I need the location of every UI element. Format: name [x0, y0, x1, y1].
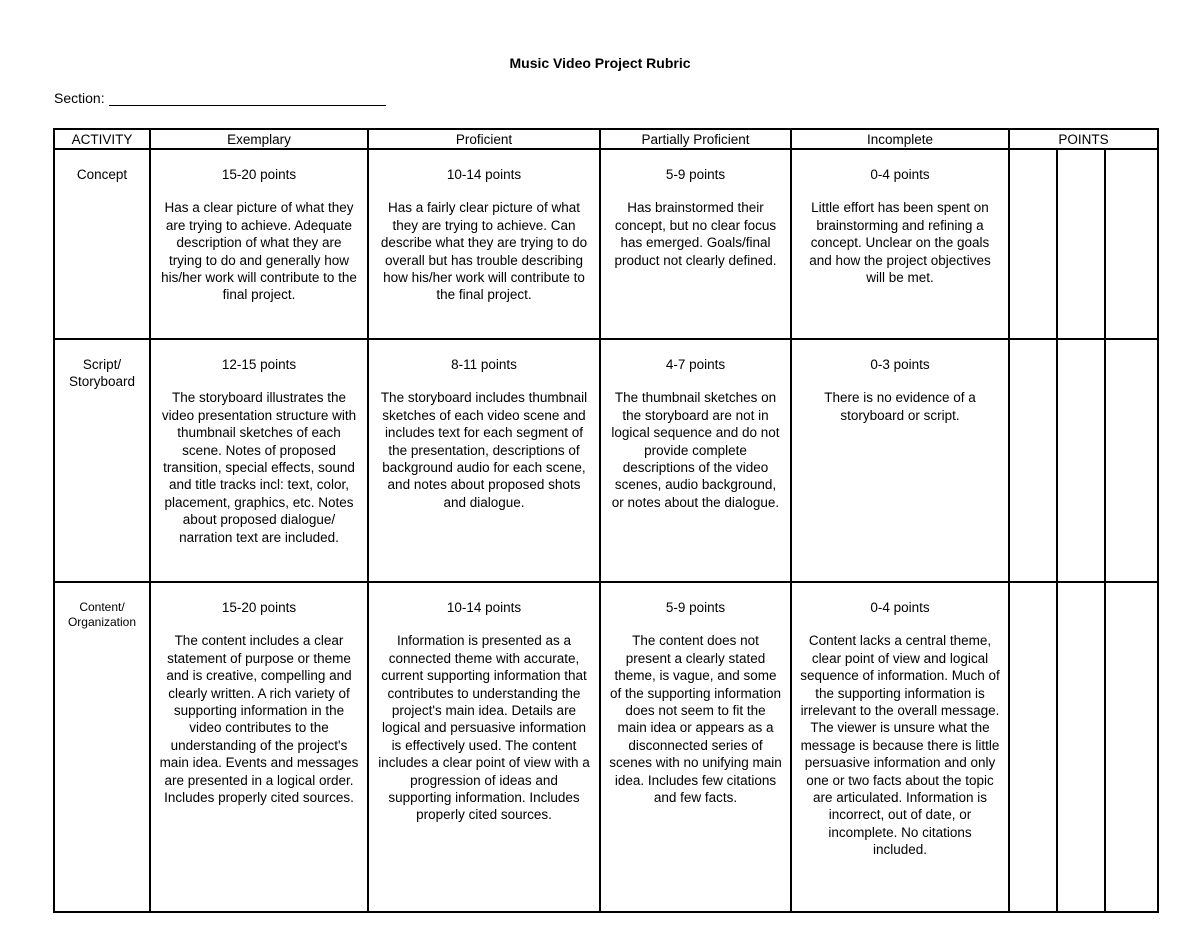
proficient-cell	[368, 149, 600, 339]
exemplary-cell	[150, 149, 368, 339]
criteria-text: The storyboard includes thumbnail sketches of each video scene and includes text for each segment of the presentation, descriptions of background audio for each scene, and notes about proposed shots and dialogue.	[380, 390, 588, 510]
criteria-text: The thumbnail sketches on the storyboard are not in logical sequence and do not provide complete descriptions of the video scenes, audio background, or notes about the dialogue.	[611, 390, 780, 510]
points-entry-cell[interactable]	[1009, 582, 1057, 912]
section-label: Section:	[54, 90, 105, 106]
points-range: 15-20 points	[221, 600, 297, 615]
incomplete-cell	[791, 339, 1009, 582]
points-range: 5-9 points	[665, 167, 726, 182]
incomplete-cell	[791, 149, 1009, 339]
partially-proficient-cell	[600, 582, 791, 912]
header-proficient: Proficient	[368, 129, 600, 149]
criteria-text: The content includes a clear statement of purpose or theme and is creative, compelling and clearly written. A rich variety of supporting information in the video contributes to the understanding of the project's main idea. Events and messages are presented in a logical order. Includes properly cited sources.	[159, 633, 359, 806]
rubric-row-concept	[54, 149, 1158, 339]
points-entry-cell[interactable]	[1057, 339, 1105, 582]
rubric-row-script-storyboard	[54, 339, 1158, 582]
activity-cell: Script/ Storyboard	[54, 339, 150, 582]
points-range: 0-4 points	[870, 167, 930, 182]
points-range: 4-7 points	[665, 357, 726, 372]
partially-proficient-cell	[600, 339, 791, 582]
rubric-table	[53, 128, 1159, 913]
points-entry-cell[interactable]	[1057, 582, 1105, 912]
rubric-row-content-organization	[54, 582, 1158, 912]
header-exemplary: Exemplary	[150, 129, 368, 149]
points-range: 5-9 points	[665, 600, 726, 615]
criteria-text: Content lacks a central theme, clear point of view and logical sequence of information. Much of the supporting information is irrelevant to the overall message. The viewer is unsure what the message is because there is little persuasive information and only one or two facts about the topic are articulated. Information is incorrect, out of date, or incomplete. No citations included.	[800, 633, 1000, 858]
points-range: 12-15 points	[221, 357, 297, 372]
proficient-cell	[368, 339, 600, 582]
criteria-text: Little effort has been spent on brainstorming and refining a concept. Unclear on the goals and how the project objectives will be met.	[809, 200, 991, 286]
page-title: Music Video Project Rubric	[509, 55, 691, 71]
proficient-cell	[368, 582, 600, 912]
points-range: 10-14 points	[446, 167, 522, 182]
criteria-text: There is no evidence of a storyboard or script.	[824, 390, 976, 423]
activity-cell: Content/ Organization	[54, 582, 150, 912]
header-activity: ACTIVITY	[54, 129, 150, 149]
header-incomplete: Incomplete	[791, 129, 1009, 149]
points-entry-cell[interactable]	[1009, 149, 1057, 339]
exemplary-cell	[150, 582, 368, 912]
points-range: 15-20 points	[221, 167, 297, 182]
points-range: 10-14 points	[446, 600, 522, 615]
criteria-text: Information is presented as a connected theme with accurate, current supporting information that contributes to understanding the project's main idea. Details are logical and persuasive information is effectively used. The content includes a clear point of view with a progression of ideas and supporting information. Includes properly cited sources.	[378, 633, 590, 823]
points-entry-cell[interactable]	[1057, 149, 1105, 339]
partially-proficient-cell	[600, 149, 791, 339]
incomplete-cell	[791, 582, 1009, 912]
section-field	[54, 90, 386, 106]
points-entry-cell[interactable]	[1105, 149, 1158, 339]
points-range: 8-11 points	[451, 357, 517, 372]
section-blank-line[interactable]	[109, 91, 386, 106]
points-entry-cell[interactable]	[1105, 582, 1158, 912]
activity-cell: Concept	[54, 149, 150, 339]
points-entry-cell[interactable]	[1009, 339, 1057, 582]
header-row	[54, 129, 1158, 149]
criteria-text: Has a fairly clear picture of what they are trying to achieve. Can describe what they are trying to do overall but has trouble describing how his/her work will contribute to the final project.	[380, 200, 588, 303]
criteria-text: The content does not present a clearly stated theme, is vague, and some of the supporting information does not seem to fit the main idea or appears as a disconnected series of scenes with no unifying main idea. Includes few citations and few facts.	[609, 633, 782, 806]
header-partially-proficient: Partially Proficient	[600, 129, 791, 149]
header-points: POINTS	[1009, 129, 1158, 149]
criteria-text: Has brainstormed their concept, but no clear focus has emerged. Goals/final product not clearly defined.	[614, 200, 777, 268]
points-entry-cell[interactable]	[1105, 339, 1158, 582]
criteria-text: Has a clear picture of what they are trying to achieve. Adequate description of what they are trying to do and generally how his/her work will contribute to the final project.	[161, 200, 357, 303]
exemplary-cell	[150, 339, 368, 582]
points-range: 0-3 points	[870, 357, 930, 372]
points-range: 0-4 points	[870, 600, 930, 615]
criteria-text: The storyboard illustrates the video presentation structure with thumbnail sketches of each scene. Notes of proposed transition, special effects, sound and title tracks incl: text, color, placement, graphics, etc. Notes about proposed dialogue/ narration text are included.	[161, 390, 357, 545]
